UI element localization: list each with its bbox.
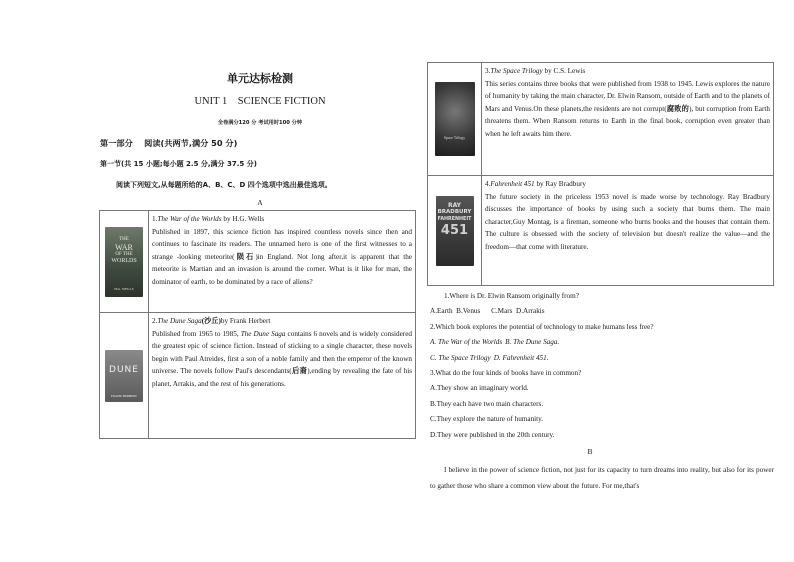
question-3-option-b: B.They each have two main characters. [430, 399, 544, 408]
passage-b-text: I believe in the power of science fiction, not just for its capacity to turn dreams into reality, but also for its power to gather those who share a common view about the future. For me,that's [430, 466, 774, 490]
book-text [152, 328, 412, 391]
bold-gloss: 后裔 [291, 366, 308, 376]
passage-label-b: B [587, 447, 593, 456]
war-of-worlds-cover-image: THE WAR OF THE WORLDS H.G. WELLS [105, 227, 143, 297]
dune-cover-image: DUNE FRANK HERBERT [105, 350, 143, 402]
text-run: This series contains three books that were published from 1938 to 1945. Lewis explores the nature of humanity by taking the main character, Dr. Elwin Ransom, outside of Earth and to the planets of Mars and Venus.On these planets,the residents are not corrupt( [485, 79, 770, 113]
book-text [152, 226, 412, 289]
question-3-stem: 3.What do the four kinds of books have in common? [430, 369, 582, 378]
question-1-stem: 1.Where is Dr. Elwin Ransom originally from? [444, 292, 579, 300]
question-2-options-cd: C. The Space Trilogy D. Fahrenheit 451. [430, 353, 549, 362]
text-run: The future society in the priceless 1953 novel is made worse by technology. Ray Bradbury discusses the importance of books by using such a society that burns them. The main character,Guy Montag, is a fireman, someone who burns books and the houses that contain them. The culture is obsessed with the society of television but doesn't realize the value—and the freedom—that come with literature. [485, 192, 770, 251]
unit-title: UNIT 1 SCIENCE FICTION [194, 96, 326, 107]
question-2-stem: 2.Which book explores the potential of technology to make humans less free? [430, 322, 654, 331]
book-cover-cell [428, 176, 482, 286]
page-title: 单元达标检测 [227, 72, 293, 85]
text-run: ),ending by revealing the fate of his planet, Arrakis, and the rest of his generations. [152, 367, 412, 388]
question-2-options-ab: A. The War of the Worlds B. The Dune Saga. [430, 338, 560, 347]
book-description [482, 63, 774, 176]
book-cover-cell [100, 313, 149, 439]
book-table-right [427, 62, 774, 286]
book-description [482, 176, 774, 286]
question-1-options: A.Earth B.Venus C.Mars D.Arrakis [430, 307, 545, 316]
passage-label-a: A [257, 198, 263, 207]
question-block [430, 289, 775, 443]
book-table-left [99, 210, 416, 439]
book-row [428, 63, 774, 176]
book-cover-cell [428, 63, 482, 176]
fahrenheit-cover-image: RAY BRADBURY FAHRENHEIT 451 [436, 196, 474, 266]
question-3-option-c: C.They explore the nature of humanity. [430, 415, 544, 424]
part-heading: 第一部分 阅读(共两节,满分 50 分) [100, 138, 238, 148]
space-trilogy-cover-image: Space Trilogy [435, 82, 475, 156]
text-run: contains 6 novels and is widely considered the greatest epic of science fiction. Instead of sticking to a single character, these novels begin with Paul Atreides, first a son of a noble family and then the emperor of the known universe. The novels follow Paul's descendants( [152, 329, 412, 376]
book-title-line: 3.The Space Trilogy by C.S. Lewis [485, 67, 586, 75]
text-run: ), but corruption from Earth threatens them. When Ransom returns to Earth in the final book, corruption even greater than when he left awaits him there. [485, 104, 770, 138]
score-info: 全卷满分120 分 考试用时100 分钟 [217, 120, 303, 126]
book-description [149, 211, 416, 313]
book-description [149, 313, 416, 439]
text-run: )in England. Not long after,it is apparent that the meteorite is Martian and an invasion is around the corner. What is it like for man, the dominator of earth, to be dominated by a race of aliens? [152, 252, 412, 286]
book-row [100, 313, 416, 439]
book-title-line: 2.The Dune Saga(沙丘)by Frank Herbert [152, 317, 271, 325]
book-title-line: 4.Fahrenheit 451 by Ray Bradbury [485, 180, 586, 188]
bold-gloss: 陨石 [234, 251, 256, 261]
text-run: Published in 1897, this science fiction has inspired countless novels since then and continues to fascinate its readers. The unnamed hero is one of the first witnesses to a strange -looking meteorite( [152, 227, 412, 261]
book-cover-cell [100, 211, 149, 313]
instruction: 阅读下列短文,从每题所给的A、B、C、D 四个选项中选出最佳选项。 [116, 181, 332, 189]
book-row [428, 176, 774, 286]
italic-title: The Dune Saga [240, 329, 286, 338]
book-title-line: 1.The War of the Worlds by H.G. Wells [152, 215, 265, 223]
book-row [100, 211, 416, 313]
book-text [485, 191, 770, 254]
bold-gloss: 腐败的 [666, 103, 690, 113]
question-3-option-d: D.They were published in the 20th century. [430, 430, 555, 439]
section-heading: 第一节(共 15 小题;每小题 2.5 分,满分 37.5 分) [100, 160, 257, 168]
question-3-option-a: A.They show an imaginary world. [430, 384, 529, 393]
text-run: Published from 1965 to 1985, [152, 329, 241, 338]
book-text [485, 78, 770, 141]
